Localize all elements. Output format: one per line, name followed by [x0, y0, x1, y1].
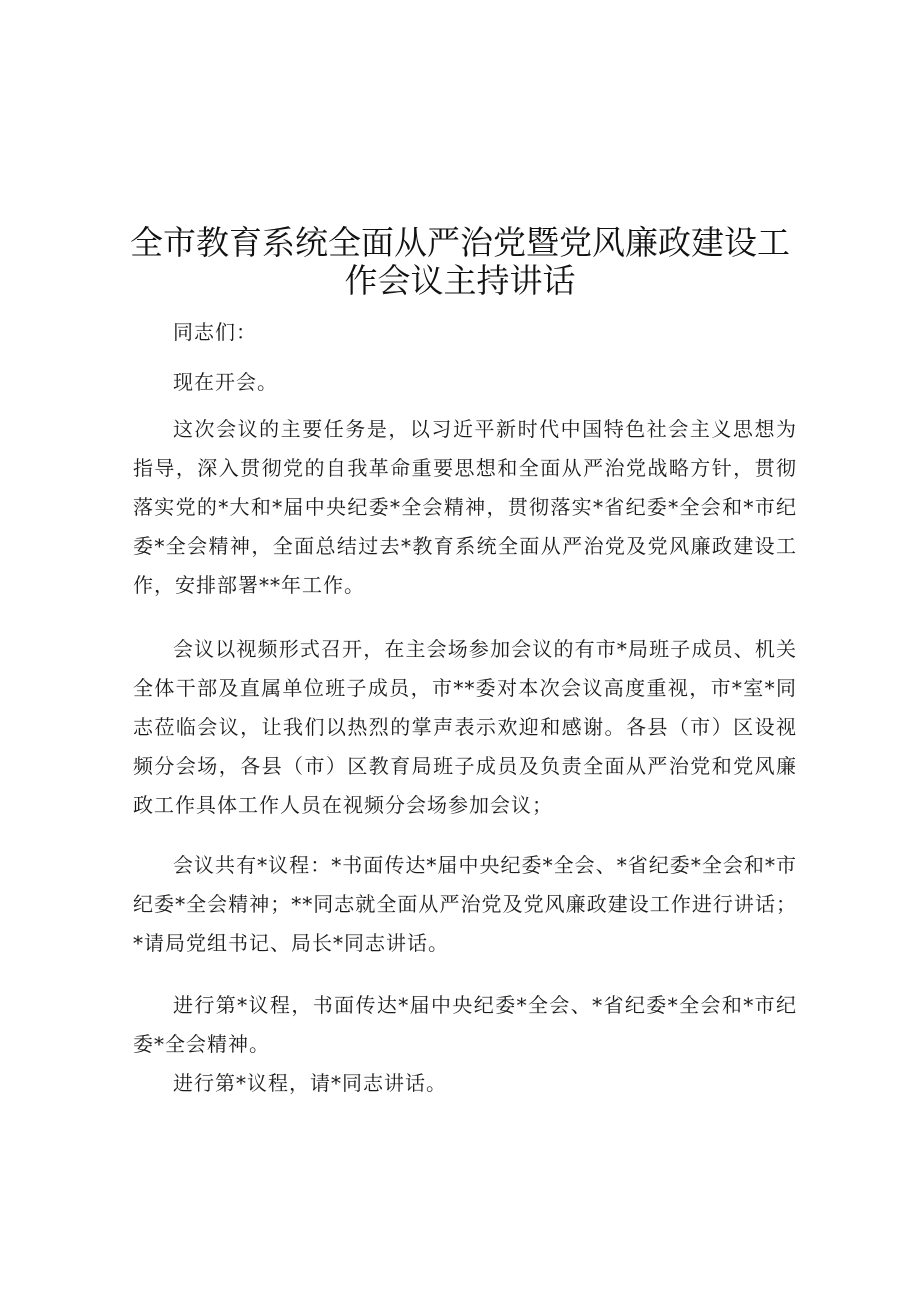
agenda-item-1-paragraph: 进行第*议程，书面传达*届中央纪委*全会、*省纪委*全会和*市纪委*全会精神。 [133, 993, 797, 1056]
salutation-paragraph: 同志们： [173, 320, 257, 344]
meeting-format-paragraph: 会议以视频形式召开，在主会场参加会议的有市*局班子成员、机关全体干部及直属单位班子成员，市**委对本次会议高度重视，市*室*同志莅临会议，让我们以热烈的掌声表示欢迎和感谢。各县（市）区设视频分会场，各县（市）区教育局班子成员及负责全面从严治党和党风廉政工作具体工作人员在视频分会场参加会议； [133, 637, 797, 817]
opening-paragraph: 现在开会。 [173, 370, 278, 394]
document-title-line-1: 全市教育系统全面从严治党暨党风廉政建设工 [130, 223, 790, 262]
meeting-task-paragraph: 这次会议的主要任务是，以习近平新时代中国特色社会主义思想为指导，深入贯彻党的自我革命重要思想和全面从严治党战略方针，贯彻落实党的*大和*届中央纪委*全会精神，贯彻落实*省纪委*全会和*市纪委*全会精神，全面总结过去*教育系统全面从严治党及党风廉政建设工作，安排部署**年工作。 [133, 417, 797, 597]
document-title-line-2: 作会议主持讲话 [344, 261, 576, 300]
agenda-item-2-paragraph: 进行第*议程，请*同志讲话。 [173, 1071, 447, 1095]
agenda-paragraph: 会议共有*议程：*书面传达*届中央纪委*全会、*省纪委*全会和*市纪委*全会精神；**同志就全面从严治党及党风廉政建设工作进行讲话；*请局党组书记、局长*同志讲话。 [133, 853, 797, 955]
